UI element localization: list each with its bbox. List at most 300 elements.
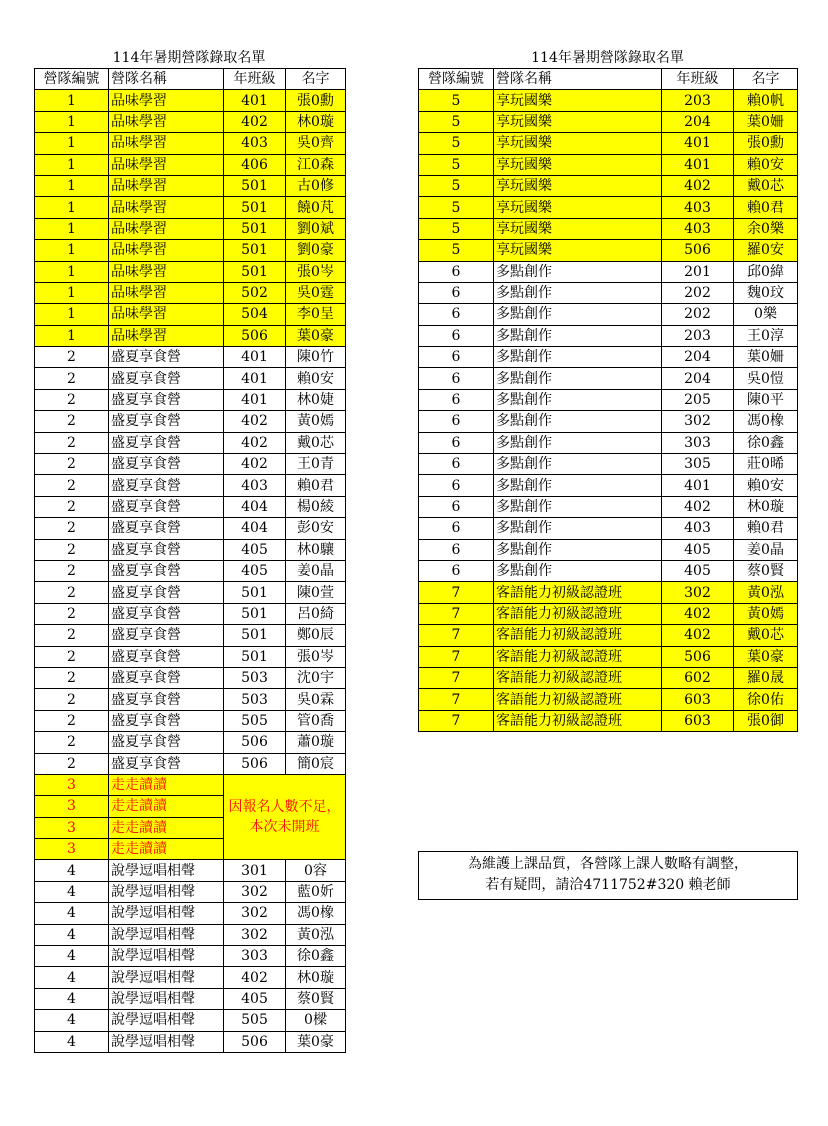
table-row [35,753,346,774]
camp-id-cell: 6 [419,282,494,303]
class-cell: 403 [662,218,734,239]
class-cell: 506 [224,1031,286,1052]
student-name-cell: 徐0佑 [734,689,798,710]
student-name-cell: 黃0嫣 [286,411,346,432]
column-header: 營隊編號 [419,69,494,90]
camp-id-cell: 2 [35,603,109,624]
camp-id-cell: 1 [35,175,109,196]
class-cell: 405 [662,539,734,560]
table-row [419,432,798,453]
class-cell: 302 [662,411,734,432]
student-name-cell: 蕭0璇 [286,732,346,753]
class-cell: 506 [662,240,734,261]
student-name-cell: 林0婕 [286,389,346,410]
table-row [35,1010,346,1031]
table-row [419,625,798,646]
table-row [419,582,798,603]
camp-name-cell: 走走讀讀 [109,817,224,838]
table-row [35,218,346,239]
camp-name-cell: 多點創作 [494,496,662,517]
table-row [35,988,346,1009]
student-name-cell: 古0修 [286,175,346,196]
camp-name-cell: 客語能力初級認證班 [494,667,662,688]
camp-id-cell: 1 [35,111,109,132]
class-cell: 402 [662,625,734,646]
camp-name-cell: 盛夏享食營 [109,454,224,475]
student-name-cell: 蔡0賢 [286,988,346,1009]
student-name-cell: 羅0安 [734,240,798,261]
camp-name-cell: 品味學習 [109,282,224,303]
class-cell: 501 [224,197,286,218]
class-cell: 506 [224,753,286,774]
camp-id-cell: 6 [419,389,494,410]
student-name-cell: 林0驤 [286,539,346,560]
student-name-cell: 蔡0賢 [734,560,798,581]
student-name-cell: 王0淳 [734,325,798,346]
class-cell: 401 [224,368,286,389]
table-row [419,133,798,154]
table-row [35,111,346,132]
camp-id-cell: 2 [35,432,109,453]
table-row [35,368,346,389]
column-header: 營隊名稱 [494,69,662,90]
camp-name-cell: 品味學習 [109,325,224,346]
table-row [419,518,798,539]
class-cell: 205 [662,389,734,410]
class-cell: 602 [662,667,734,688]
camp-id-cell: 2 [35,625,109,646]
class-cell: 202 [662,304,734,325]
camp-id-cell: 7 [419,710,494,731]
table-row [35,903,346,924]
student-name-cell: 陳0平 [734,389,798,410]
table-row [35,347,346,368]
student-name-cell: 張0勳 [734,133,798,154]
right-table-title: 114年暑期營隊錄取名單 [531,50,684,66]
camp-name-cell: 盛夏享食營 [109,689,224,710]
class-cell: 402 [662,496,734,517]
class-cell: 405 [224,539,286,560]
camp-id-cell: 6 [419,347,494,368]
camp-id-cell: 1 [35,304,109,325]
camp-name-cell: 享玩國樂 [494,218,662,239]
table-row [35,646,346,667]
camp-id-cell: 4 [35,1031,109,1052]
student-name-cell: 吳0齊 [286,133,346,154]
camp-id-cell: 2 [35,475,109,496]
class-cell: 501 [224,625,286,646]
class-cell: 404 [224,496,286,517]
student-name-cell: 葉0姍 [734,111,798,132]
table-row [419,710,798,731]
student-name-cell: 戴0芯 [734,175,798,196]
camp-id-cell: 1 [35,218,109,239]
camp-name-cell: 品味學習 [109,133,224,154]
table-row [419,261,798,282]
camp-id-cell: 2 [35,347,109,368]
table-row [419,496,798,517]
class-cell: 501 [224,240,286,261]
table-row [419,454,798,475]
table-row [35,539,346,560]
class-cell: 305 [662,454,734,475]
class-cell: 402 [662,603,734,624]
camp-name-cell: 盛夏享食營 [109,411,224,432]
table-row [419,347,798,368]
table-row [419,218,798,239]
camp-id-cell: 2 [35,518,109,539]
camp-name-cell: 走走讀讀 [109,774,224,795]
student-name-cell: 林0璇 [734,496,798,517]
student-name-cell: 葉0豪 [286,1031,346,1052]
camp-name-cell: 客語能力初級認證班 [494,625,662,646]
student-name-cell: 彭0安 [286,518,346,539]
header-row [419,69,798,90]
table-row [419,304,798,325]
table-row [35,732,346,753]
camp-id-cell: 4 [35,988,109,1009]
camp-name-cell: 多點創作 [494,282,662,303]
student-name-cell: 葉0豪 [734,646,798,667]
column-header: 營隊編號 [35,69,109,90]
class-cell: 501 [224,603,286,624]
camp-id-cell: 4 [35,881,109,902]
camp-id-cell: 2 [35,753,109,774]
camp-name-cell: 盛夏享食營 [109,625,224,646]
table-row [419,689,798,710]
table-row [419,282,798,303]
table-row [419,475,798,496]
column-header: 年班級 [224,69,286,90]
camp-name-cell: 說學逗唱相聲 [109,924,224,945]
class-cell: 401 [224,389,286,410]
student-name-cell: 葉0豪 [286,325,346,346]
student-name-cell: 0樂 [734,304,798,325]
student-name-cell: 黃0嫣 [734,603,798,624]
notice-line-2: 若有疑問，請洽4711752#320 賴老師 [485,877,731,893]
camp-name-cell: 盛夏享食營 [109,389,224,410]
left-table-title: 114年暑期營隊錄取名單 [112,50,266,66]
camp-name-cell: 品味學習 [109,304,224,325]
student-name-cell: 藍0妡 [286,881,346,902]
table-row [419,539,798,560]
table-row [35,560,346,581]
camp-id-cell: 1 [35,154,109,175]
class-cell: 401 [662,154,734,175]
camp-name-cell: 享玩國樂 [494,133,662,154]
table-row [35,133,346,154]
class-cell: 303 [224,946,286,967]
student-name-cell: 余0樂 [734,218,798,239]
table-row [35,667,346,688]
student-name-cell: 林0璇 [286,111,346,132]
table-row [419,111,798,132]
table-row [419,560,798,581]
student-name-cell: 沈0宇 [286,667,346,688]
table-row [419,667,798,688]
table-row [35,582,346,603]
camp-name-cell: 盛夏享食營 [109,753,224,774]
camp-id-cell: 2 [35,411,109,432]
camp-name-cell: 說學逗唱相聲 [109,903,224,924]
student-name-cell: 楊0綾 [286,496,346,517]
camp-name-cell: 說學逗唱相聲 [109,860,224,881]
student-name-cell: 葉0姍 [734,347,798,368]
class-cell: 402 [224,454,286,475]
class-cell: 501 [224,175,286,196]
class-cell: 603 [662,710,734,731]
camp-name-cell: 盛夏享食營 [109,560,224,581]
camp-id-cell: 2 [35,560,109,581]
class-cell: 403 [224,133,286,154]
camp-name-cell: 盛夏享食營 [109,368,224,389]
camp-id-cell: 7 [419,582,494,603]
camp-name-cell: 多點創作 [494,261,662,282]
camp-id-cell: 6 [419,560,494,581]
class-cell: 403 [224,475,286,496]
table-row [35,710,346,731]
table-row [419,154,798,175]
camp-name-cell: 盛夏享食營 [109,732,224,753]
cancelled-notice-cell: 因報名人數不足，本次未開班 [224,774,346,860]
camp-id-cell: 2 [35,368,109,389]
camp-name-cell: 客語能力初級認證班 [494,689,662,710]
student-name-cell: 林0璇 [286,967,346,988]
camp-id-cell: 7 [419,646,494,667]
table-row [35,1031,346,1052]
camp-name-cell: 多點創作 [494,518,662,539]
table-row [35,603,346,624]
table-row [35,774,346,795]
student-name-cell: 陳0萱 [286,582,346,603]
camp-name-cell: 多點創作 [494,454,662,475]
class-cell: 404 [224,518,286,539]
camp-name-cell: 盛夏享食營 [109,518,224,539]
camp-name-cell: 品味學習 [109,261,224,282]
camp-name-cell: 品味學習 [109,197,224,218]
camp-id-cell: 6 [419,539,494,560]
class-cell: 204 [662,347,734,368]
camp-id-cell: 6 [419,261,494,282]
camp-id-cell: 6 [419,368,494,389]
camp-id-cell: 1 [35,240,109,261]
student-name-cell: 王0青 [286,454,346,475]
camp-id-cell: 3 [35,774,109,795]
camp-id-cell: 6 [419,304,494,325]
class-cell: 501 [224,582,286,603]
camp-name-cell: 盛夏享食營 [109,432,224,453]
table-row [35,197,346,218]
table-row [419,389,798,410]
class-cell: 405 [662,560,734,581]
class-cell: 505 [224,710,286,731]
class-cell: 401 [662,475,734,496]
camp-id-cell: 2 [35,389,109,410]
notice-box [418,851,798,900]
table-row [419,368,798,389]
class-cell: 402 [224,967,286,988]
student-name-cell: 賴0君 [286,475,346,496]
camp-name-cell: 說學逗唱相聲 [109,988,224,1009]
table-row [35,411,346,432]
student-name-cell: 簡0宸 [286,753,346,774]
class-cell: 402 [662,175,734,196]
student-name-cell: 張0岑 [286,261,346,282]
camp-name-cell: 品味學習 [109,218,224,239]
class-cell: 503 [224,667,286,688]
camp-id-cell: 7 [419,689,494,710]
table-row [35,496,346,517]
class-cell: 403 [662,197,734,218]
student-name-cell: 戴0芯 [286,432,346,453]
class-cell: 503 [224,689,286,710]
camp-id-cell: 5 [419,111,494,132]
table-row [35,282,346,303]
table-row [419,240,798,261]
camp-name-cell: 享玩國樂 [494,154,662,175]
class-cell: 204 [662,111,734,132]
camp-id-cell: 5 [419,175,494,196]
camp-id-cell: 1 [35,197,109,218]
table-row [419,603,798,624]
student-name-cell: 吳0霆 [286,282,346,303]
camp-name-cell: 說學逗唱相聲 [109,1031,224,1052]
table-row [35,432,346,453]
column-header: 年班級 [662,69,734,90]
camp-id-cell: 6 [419,475,494,496]
camp-name-cell: 享玩國樂 [494,197,662,218]
camp-name-cell: 盛夏享食營 [109,646,224,667]
class-cell: 502 [224,282,286,303]
table-row [35,261,346,282]
camp-name-cell: 多點創作 [494,368,662,389]
class-cell: 203 [662,90,734,111]
class-cell: 302 [224,924,286,945]
camp-id-cell: 5 [419,154,494,175]
camp-name-cell: 盛夏享食營 [109,667,224,688]
student-name-cell: 張0勳 [286,90,346,111]
student-name-cell: 徐0鑫 [734,432,798,453]
class-cell: 504 [224,304,286,325]
camp-name-cell: 盛夏享食營 [109,347,224,368]
camp-name-cell: 多點創作 [494,539,662,560]
table-row [35,240,346,261]
student-name-cell: 邱0緯 [734,261,798,282]
camp-id-cell: 6 [419,518,494,539]
class-cell: 501 [224,646,286,667]
student-name-cell: 羅0晟 [734,667,798,688]
camp-id-cell: 6 [419,454,494,475]
student-name-cell: 江0森 [286,154,346,175]
camp-id-cell: 3 [35,839,109,860]
camp-id-cell: 2 [35,732,109,753]
student-name-cell: 李0呈 [286,304,346,325]
camp-name-cell: 盛夏享食營 [109,539,224,560]
student-name-cell: 賴0帆 [734,90,798,111]
table-row [35,967,346,988]
camp-id-cell: 2 [35,582,109,603]
camp-name-cell: 盛夏享食營 [109,496,224,517]
table-row [35,946,346,967]
table-row [35,389,346,410]
camp-name-cell: 說學逗唱相聲 [109,881,224,902]
table-row [35,689,346,710]
camp-id-cell: 2 [35,496,109,517]
table-row [35,860,346,881]
camp-id-cell: 5 [419,90,494,111]
camp-name-cell: 客語能力初級認證班 [494,603,662,624]
camp-id-cell: 5 [419,240,494,261]
table-row [35,454,346,475]
table-row [35,304,346,325]
table-row [35,924,346,945]
camp-id-cell: 2 [35,667,109,688]
class-cell: 301 [224,860,286,881]
table-row [35,881,346,902]
camp-name-cell: 享玩國樂 [494,111,662,132]
table-row [35,518,346,539]
camp-name-cell: 多點創作 [494,411,662,432]
class-cell: 203 [662,325,734,346]
camp-name-cell: 盛夏享食營 [109,710,224,731]
student-name-cell: 魏0玟 [734,282,798,303]
column-header: 營隊名稱 [109,69,224,90]
camp-name-cell: 享玩國樂 [494,175,662,196]
student-name-cell: 吳0霖 [286,689,346,710]
student-name-cell: 賴0安 [286,368,346,389]
class-cell: 403 [662,518,734,539]
camp-id-cell: 3 [35,796,109,817]
class-cell: 506 [224,325,286,346]
column-header: 名字 [286,69,346,90]
camp-id-cell: 1 [35,325,109,346]
student-name-cell: 劉0豪 [286,240,346,261]
camp-name-cell: 多點創作 [494,432,662,453]
camp-id-cell: 2 [35,646,109,667]
table-row [35,90,346,111]
class-cell: 406 [224,154,286,175]
table-row [419,197,798,218]
student-name-cell: 饒0芃 [286,197,346,218]
camp-name-cell: 盛夏享食營 [109,582,224,603]
camp-name-cell: 品味學習 [109,90,224,111]
camp-name-cell: 盛夏享食營 [109,603,224,624]
left-roster-table [34,68,346,1053]
camp-name-cell: 品味學習 [109,175,224,196]
camp-name-cell: 客語能力初級認證班 [494,646,662,667]
class-cell: 402 [224,111,286,132]
class-cell: 501 [224,261,286,282]
camp-id-cell: 5 [419,197,494,218]
class-cell: 401 [224,90,286,111]
camp-name-cell: 多點創作 [494,347,662,368]
camp-name-cell: 多點創作 [494,389,662,410]
camp-name-cell: 享玩國樂 [494,240,662,261]
camp-id-cell: 4 [35,946,109,967]
class-cell: 302 [224,881,286,902]
class-cell: 402 [224,411,286,432]
camp-name-cell: 多點創作 [494,475,662,496]
right-roster-table [418,68,798,732]
class-cell: 505 [224,1010,286,1031]
student-name-cell: 姜0晶 [734,539,798,560]
camp-id-cell: 5 [419,133,494,154]
class-cell: 603 [662,689,734,710]
student-name-cell: 黃0泓 [734,582,798,603]
class-cell: 501 [224,218,286,239]
class-cell: 204 [662,368,734,389]
student-name-cell: 黃0泓 [286,924,346,945]
